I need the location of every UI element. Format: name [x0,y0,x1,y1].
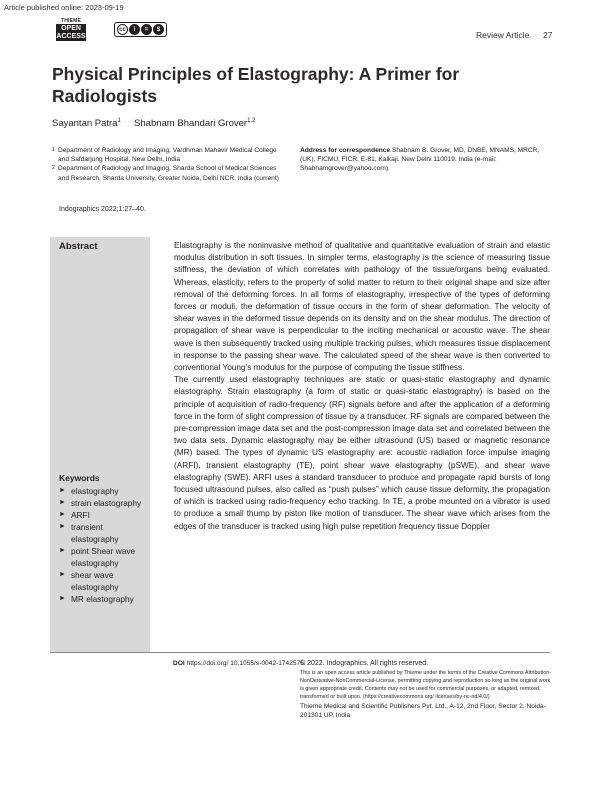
keyword-text: shear wave elastography [71,570,119,592]
arrow-icon: ► [59,511,66,518]
keyword-item [59,545,149,569]
abstract-heading: Abstract [59,241,98,252]
keyword-item [59,521,149,545]
citation: Indographics 2022;1:27–40. [59,206,146,213]
author-list [52,118,255,129]
logo-line-access: ACCESS [56,32,86,40]
logo-box [56,24,86,41]
article-title: Physical Principles of Elastography: A Primer for Radiologists [52,64,460,106]
by-icon: i [129,24,140,35]
correspondence-address [300,146,550,174]
copyright-line: © 2022. Indographics. All rights reserved. [300,660,429,667]
publisher-address: Thieme Medical and Scientific Publishers Pvt. Ltd., A-12, 2nd Floor, Sector 2, Noida-201301 UP, India [300,702,546,720]
author-sup: 1 [117,118,121,124]
affiliation-text: Department of Radiology and Imaging, Sharda School of Medical Sciences and Research, Sharda University, Greater Noida, Delhi NCR, India (current) [58,165,279,182]
nc-icon: $ [153,24,164,35]
keyword-item [59,497,149,509]
keyword-text: point Shear wave elastography [71,546,136,568]
license-block [300,659,555,721]
correspondence-text: Shabnam B. Grover, MD, DNBE, MNAMS, MRCR, (UK), FICMU, FICR, E-81, Kalkaji, New Delhi 110019, India (e-mail: Shabnamgrover@yahoo.com). [300,147,540,173]
affiliation-number: 1 [52,147,55,153]
doi-label: DOI [173,660,185,667]
cc-icon: cc [117,24,128,35]
keyword-item [59,509,149,521]
keyword-item [59,485,149,497]
keywords-heading: Keywords [59,473,100,483]
abstract-paragraph: The currently used elastography techniques are static or quasi-static elastography and dynamic elastography. Strain elastography (a form of static or quasi-static elastography) is based on the principle of acquisition of radio-frequency (RF) signals before and after the application of a deforming force in the form of slight compression of tissue by a transducer. RF signals are compared between the pre-compression image data set and the post-compression image data set and correlated between the two data sets. Dynamic elastography may be either ultrasound (US) based or magnetic resonance (MR) based. The types of dynamic US elastography are: acoustic radiation force impulse imaging (ARFI), transient elastography (TE), point shear wave elastography (pSWE), and shear wave elastography (SWE). ARFI uses a standard transducer to produce and propagate rapid bursts of long focused ultrasound pulses, also called as “push pulses” which cause tissue deformity, the propagation of which is tracked using radio-frequency echo tracking. In TE, a probe mounted on a vibrator is used to produce a small thump by piston like motion of transducer. The shear wave which arises from the edges of the transducer is tracked using high pulse repetition frequency tissue Doppler [174,375,550,531]
keyword-text: elastography [71,486,119,496]
arrow-icon: ► [59,499,66,506]
doi-link[interactable]: https://doi.org/ 10.1055/s-0042-1742575. [186,660,306,667]
abstract-paragraph: Elastography is the noninvasive method of qualitative and quantitative evaluation of strain and elastic modulus distribution in soft tissues. In simpler terms, elastography is the science of measuring tissue stiffness, the deviation of which correlates with pathology of the tissue/organs being evaluated. Whereas, elasticity, refers to the property of solid matter to return to their original shape and size after removal of the deforming forces. In all forms of elastography, irrespective of the types of deforming forces or moduli, the deformation of tissue occurs in the form of shear deformation. The velocity of shear waves in the deformed tissue depends on its density and on the shear modulus. The direction of propagation of shear wave is perpendicular to the inciting mechanical or acoustic wave. The shear wave is then subsequently tracked using multiple tracking pulses, which measures tissue displacement in response to the passing shear wave. The calculated speed of the shear wave is then converted to conventional Young’s modulus for the purpose of computing the tissue stiffness. [174,241,550,373]
keyword-text: MR elastography [71,594,134,604]
article-type: Review Article [476,30,530,40]
author-name: Shabnam Bhandari Grover [134,118,248,130]
logo-top-text: THIEME [60,18,82,24]
published-date: Article published online: 2023-09-19 [4,3,124,12]
affiliation-item [52,164,287,182]
cc-license-badge[interactable] [114,22,167,37]
keyword-text: ARFI [71,510,90,520]
logo-line-open: OPEN [61,25,81,32]
arrow-icon: ► [59,595,66,602]
abstract-body [174,240,550,533]
license-text: This is an open access article published by Thieme under the terms of the Creative Commons Attribution-NonDerivative-NonCommercial-License, permitting copying and reproduction so long as the original work is given appropriate credit. Contents may not be used for commercial purposes, or adapted, remixed, transformed or built upon. (https://creativecommons.org/ licenses/by-nc-nd/4.0/) [300,669,551,701]
page-number: 27 [543,30,553,40]
keyword-text: transient elastography [71,522,119,544]
affiliation-text: Department of Radiology and Imaging, Vardhman Mahavir Medical College and Safdarjung Hospital, New Delhi, India [58,147,277,164]
affiliations [52,146,287,183]
keyword-item [59,593,149,605]
author-name: Sayantan Patra [52,118,118,130]
affiliation-number: 2 [52,165,55,172]
doi-block [173,659,306,669]
thieme-open-access-logo [56,18,86,44]
author-sup: 1,2 [247,118,256,124]
footer-divider [50,652,550,653]
nd-icon: = [141,24,152,35]
arrow-icon: ► [59,487,66,494]
arrow-icon: ► [59,523,66,530]
arrow-icon: ► [59,571,66,578]
keyword-item [59,569,149,593]
arrow-icon: ► [59,547,66,554]
correspondence-label: Address for correspondence [300,147,391,154]
keyword-text: strain elastography [71,498,142,508]
affiliation-item [52,146,287,164]
keywords-list [59,485,149,605]
